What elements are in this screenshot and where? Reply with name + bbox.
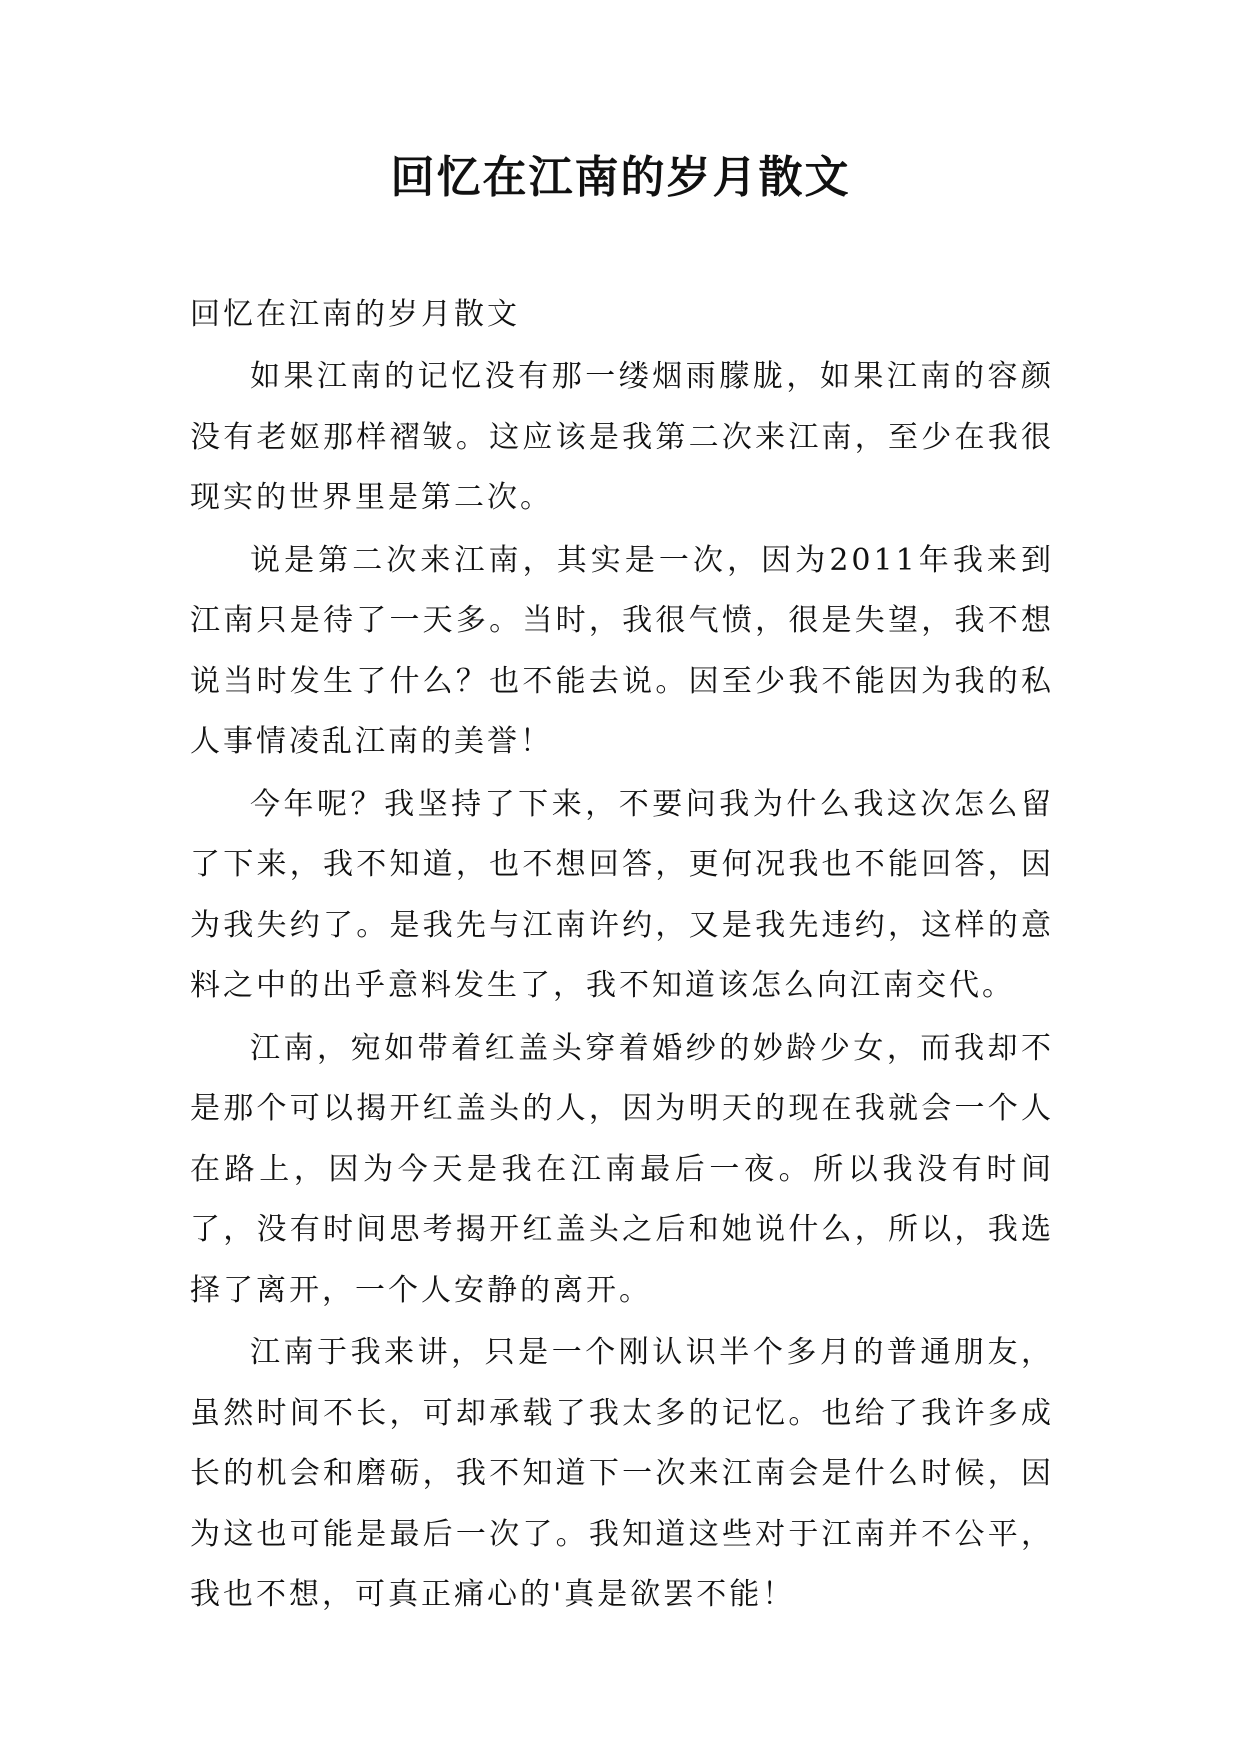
document-body bbox=[190, 285, 1054, 1626]
paragraph: 说是第二次来江南，其实是一次，因为2011年我来到江南只是待了一天多。当时，我很气愤，很是失望，我不想说当时发生了什么？也不能去说。因至少我不能因为我的私人事情凌乱江南的美誉！ bbox=[190, 542, 1054, 759]
document-subtitle: 回忆在江南的岁月散文 bbox=[190, 297, 520, 332]
paragraph: 江南于我来讲，只是一个刚认识半个多月的普通朋友，虽然时间不长，可却承载了我太多的记忆。也给了我许多成长的机会和磨砺，我不知道下一次来江南会是什么时候，因为这也可能是最后一次了。我知道这些对于江南并不公平，我也不想，可真正痛心的'真是欲罢不能！ bbox=[190, 1335, 1054, 1612]
paragraph: 江南，宛如带着红盖头穿着婚纱的妙龄少女，而我却不是那个可以揭开红盖头的人，因为明天的现在我就会一个人在路上，因为今天是我在江南最后一夜。所以我没有时间了，没有时间思考揭开红盖头之后和她说什么，所以，我选择了离开，一个人安静的离开。 bbox=[190, 1030, 1054, 1308]
document-title: 回忆在江南的岁月散文 bbox=[390, 152, 851, 203]
paragraph: 如果江南的记忆没有那一缕烟雨朦胧，如果江南的容颜没有老妪那样褶皱。这应该是我第二次来江南，至少在我很现实的世界里是第二次。 bbox=[190, 359, 1054, 515]
paragraph: 今年呢？我坚持了下来，不要问我为什么我这次怎么留了下来，我不知道，也不想回答，更何况我也不能回答，因为我失约了。是我先与江南许约，又是我先违约，这样的意料之中的出乎意料发生了，我不知道该怎么向江南交代。 bbox=[190, 786, 1054, 1003]
